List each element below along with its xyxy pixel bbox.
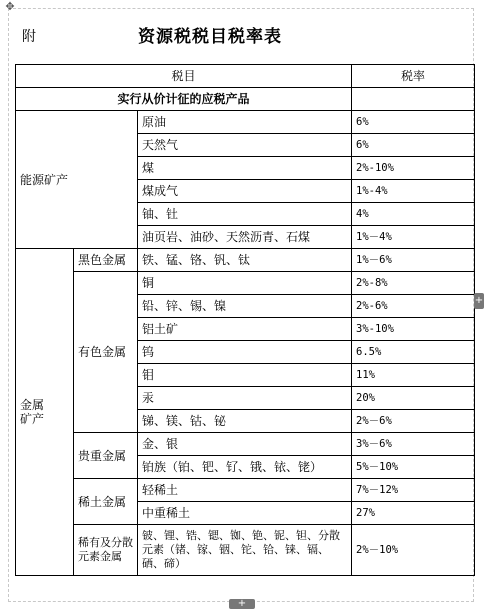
- subgroup-nonferrous: 有色金属: [74, 272, 138, 433]
- item-name: 铁、锰、铬、钒、钛: [138, 249, 352, 272]
- tax-rate-table: [15, 64, 475, 576]
- item-rate: 2%－6%: [352, 410, 475, 433]
- item-rate: 20%: [352, 387, 475, 410]
- subgroup-precious: 贵重金属: [74, 433, 138, 479]
- item-rate: 2%－10%: [352, 525, 475, 576]
- table-row: [16, 433, 475, 456]
- table-move-handle-icon[interactable]: ✥: [5, 0, 15, 13]
- item-name: 铀、钍: [138, 203, 352, 226]
- item-rate: 6%: [352, 134, 475, 157]
- group-metal: 金属 矿产: [16, 249, 74, 576]
- table-row: [16, 525, 475, 576]
- page-title: 资源税税目税率表: [138, 27, 282, 47]
- item-rate: 1%-4%: [352, 180, 475, 203]
- item-rate: 6.5%: [352, 341, 475, 364]
- item-rate: 5%－10%: [352, 456, 475, 479]
- item-name: 铂族（铂、钯、钌、锇、铱、铑）: [138, 456, 352, 479]
- add-row-handle-icon[interactable]: +: [229, 599, 255, 609]
- item-name: 锑、镁、钴、铋: [138, 410, 352, 433]
- subgroup-rare-scattered: 稀有及分散元素金属: [74, 525, 138, 576]
- header-label: 附: [22, 29, 36, 45]
- item-rate: 7%－12%: [352, 479, 475, 502]
- item-name: 汞: [138, 387, 352, 410]
- item-rate: 11%: [352, 364, 475, 387]
- item-name: 天然气: [138, 134, 352, 157]
- item-name: 中重稀土: [138, 502, 352, 525]
- subgroup-black: 黑色金属: [74, 249, 138, 272]
- header-cell-item: 税目: [16, 65, 352, 88]
- item-rate: 27%: [352, 502, 475, 525]
- item-rate: 3%-10%: [352, 318, 475, 341]
- item-name: 铍、锂、锆、锶、铷、铯、铌、钽、分散元素（锗、镓、铟、铊、铪、铼、镉、硒、碲）: [138, 525, 352, 576]
- item-name: 煤成气: [138, 180, 352, 203]
- item-name: 原油: [138, 111, 352, 134]
- item-name: 钼: [138, 364, 352, 387]
- header-cell-rate: 税率: [352, 65, 475, 88]
- item-name: 煤: [138, 157, 352, 180]
- subgroup-rare-earth: 稀土金属: [74, 479, 138, 525]
- section-row: [16, 88, 475, 111]
- add-column-handle-icon[interactable]: +: [474, 293, 484, 309]
- section-rate-empty: [352, 88, 475, 111]
- table-row: [16, 479, 475, 502]
- item-name: 金、银: [138, 433, 352, 456]
- table-row: [16, 249, 475, 272]
- item-rate: 6%: [352, 111, 475, 134]
- table-header-row: [16, 65, 475, 88]
- item-rate: 2%-8%: [352, 272, 475, 295]
- item-rate: 4%: [352, 203, 475, 226]
- item-name: 铅、锌、锡、镍: [138, 295, 352, 318]
- item-name: 铜: [138, 272, 352, 295]
- item-rate: 2%-10%: [352, 157, 475, 180]
- item-name: 油页岩、油砂、天然沥青、石煤: [138, 226, 352, 249]
- item-name: 轻稀土: [138, 479, 352, 502]
- table-row: [16, 272, 475, 295]
- section-title: 实行从价计征的应税产品: [16, 88, 352, 111]
- item-rate: 1%－4%: [352, 226, 475, 249]
- item-name: 钨: [138, 341, 352, 364]
- item-rate: 2%-6%: [352, 295, 475, 318]
- table-row: [16, 111, 475, 134]
- item-name: 铝土矿: [138, 318, 352, 341]
- item-rate: 1%－6%: [352, 249, 475, 272]
- group-energy: 能源矿产: [16, 111, 138, 249]
- item-rate: 3%－6%: [352, 433, 475, 456]
